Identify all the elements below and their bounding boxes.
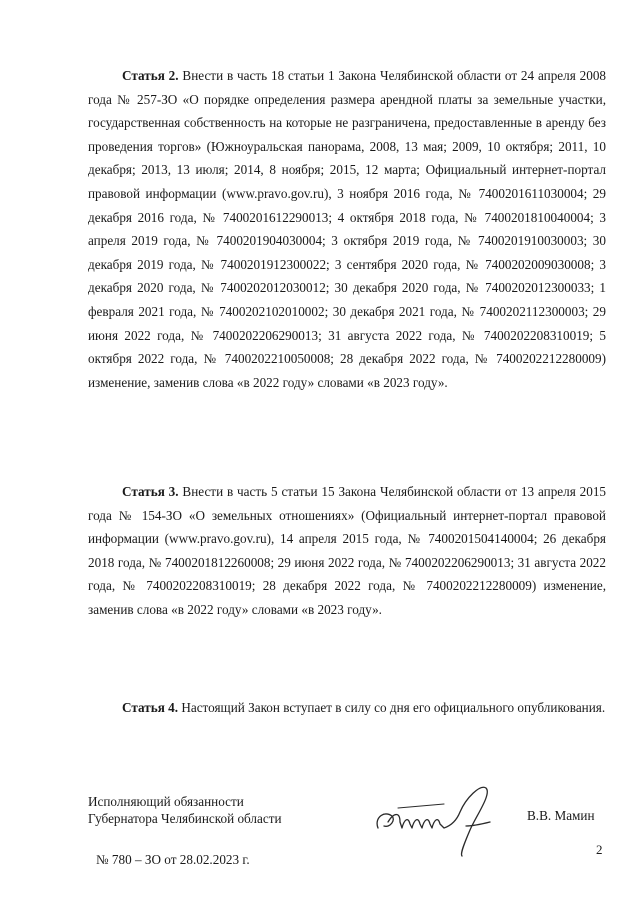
signatory-role-line2: Губернатора Челябинской области xyxy=(88,811,282,826)
article-3 xyxy=(88,480,606,622)
document-number: № 780 – ЗО от 28.02.2023 г. xyxy=(96,852,250,867)
article-4 xyxy=(88,696,606,720)
article-2-text: Внести в часть 18 статьи 1 Закона Челябинской области от 24 апреля 2008 года № 257-ЗО «О порядке определения размера арендной платы за земельные участки, государственная собственность на которые не разграничена, предоставленные в аренду без проведения торгов» (Южноуральская панорама, 2008, 13 мая; 2009, 10 октября; 2011, 10 декабря; 2013, 13 июля; 2014, 8 ноября; 2015, 12 марта; Официальный интернет-портал правовой информации (www.pravo.gov.ru), 3 ноября 2016 года, № 7400201611030004; 29 декабря 2016 года, № 7400201612290013; 4 октября 2018 года, № 7400201810040004; 3 апреля 2019 года, № 7400201904030004; 3 октября 2019 года, № 7400201910030003; 30 декабря 2019 года, № 7400201912300022; 3 сентября 2020 года, № 7400202009030008; 3 декабря 2020 года, № 7400202012030012; 30 декабря 2020 года, № 7400202012300033; 1 февраля 2021 года, № 7400202102010002; 30 декабря 2021 года, № 7400202112300003; 29 июня 2022 года, № 7400202206290013; 31 августа 2022 года, № 7400202208310019; 5 октября 2022 года, № 7400202210050008; 28 декабря 2022 года, № 7400202212280009) изменение, заменив слова «в 2022 году» словами «в 2023 году». xyxy=(88,68,607,390)
article-4-heading: Статья 4. xyxy=(122,700,179,715)
article-3-text: Внести в часть 5 статьи 15 Закона Челябинской области от 13 апреля 2015 года № 154-ЗО «О земельных отношениях» (Официальный интернет-портал правовой информации (www.pravo.gov.ru), 14 апреля 2015 года, № 7400201504140004; 26 декабря 2018 года, № 7400201812260008; 29 июня 2022 года, № 7400202206290013; 31 августа 2022 года, № 7400202208310019; 28 декабря 2022 года, № 7400202212280009) изменение, заменив слова «в 2022 году» словами «в 2023 году». xyxy=(88,484,607,617)
handwritten-signature xyxy=(370,782,500,862)
signatory-name: В.В. Мамин xyxy=(527,808,595,823)
page-number: 2 xyxy=(596,842,603,857)
signatory-role xyxy=(88,793,282,827)
article-2 xyxy=(88,64,606,394)
article-2-heading: Статья 2. xyxy=(122,68,179,83)
article-4-text: Настоящий Закон вступает в силу со дня его официального опубликования. xyxy=(181,700,606,715)
signatory-role-line1: Исполняющий обязанности xyxy=(88,794,244,809)
article-3-heading: Статья 3. xyxy=(122,484,179,499)
